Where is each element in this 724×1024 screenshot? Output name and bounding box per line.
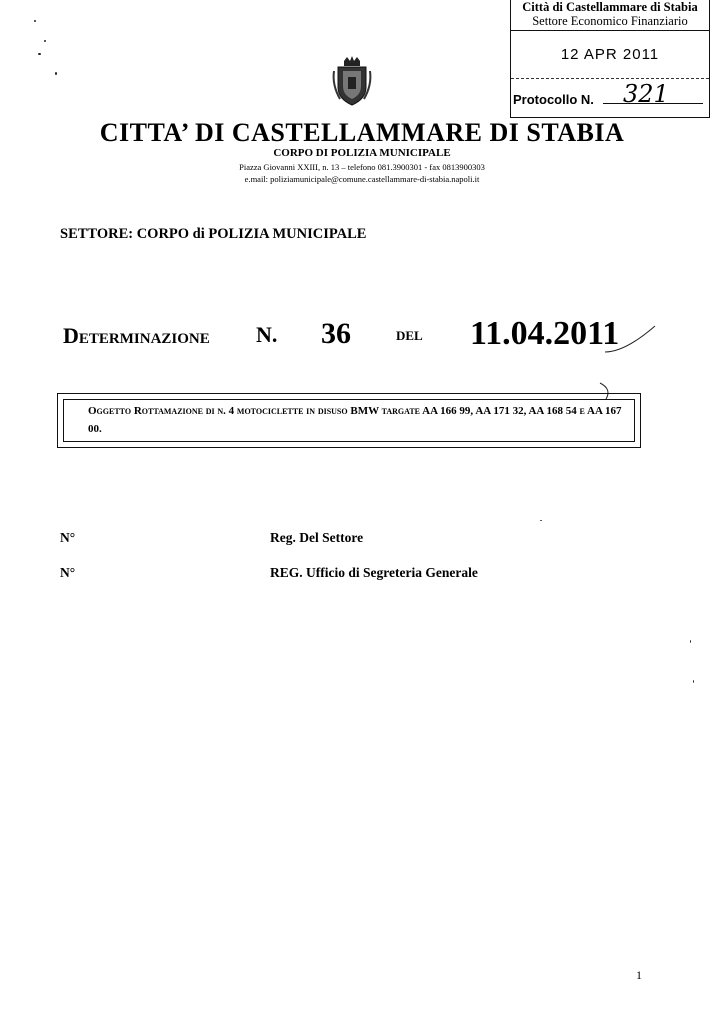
scan-speck	[55, 72, 57, 75]
scan-speck	[693, 680, 694, 683]
subject-box	[57, 393, 641, 448]
pen-stroke-mark	[605, 322, 657, 362]
stamp-divider	[511, 78, 709, 79]
stamp-protocol-label: Protocollo N.	[513, 92, 594, 107]
sector-heading: SETTORE: CORPO di POLIZIA MUNICIPALE	[60, 226, 367, 242]
number-label: N.	[256, 322, 278, 347]
subject-text: Oggetto Rottamazione di n. 4 motociclette in disuso BMW targate AA 166 99, AA 171 32, AA 168 54 e AA 167 00.	[88, 405, 622, 435]
corps-name: CORPO DI POLIZIA MUNICIPALE	[273, 147, 451, 159]
stamp-date: 12 APR 2011	[560, 46, 660, 63]
coat-of-arms-icon	[330, 55, 374, 107]
stamp-sector: Settore Economico Finanziario	[532, 14, 688, 28]
determination-label: Determinazione	[63, 323, 210, 348]
registry-number-label: N°	[60, 530, 76, 545]
protocol-stamp	[510, 0, 710, 118]
scan-speck	[540, 520, 542, 521]
city-title: CITTA’ DI CASTELLAMMARE DI STABIA	[99, 118, 625, 147]
stamp-header	[511, 0, 709, 31]
scan-speck	[38, 53, 41, 55]
email-line: e.mail: poliziamunicipale@comune.castellammare-di-stabia.napoli.it	[244, 174, 480, 184]
scan-speck	[34, 20, 36, 22]
registry-sector-label: Reg. Del Settore	[270, 530, 364, 545]
scan-speck	[690, 640, 691, 643]
date-prefix-label: del	[396, 324, 423, 344]
scan-speck	[44, 40, 46, 42]
registry-number-label: N°	[60, 565, 76, 580]
page-number: 1	[636, 968, 642, 982]
stamp-protocol-number: 321	[623, 80, 669, 108]
determination-number: 36	[321, 317, 351, 350]
address-line: Piazza Giovanni XXIII, n. 13 – telefono 081.3900301 - fax 0813900303	[239, 162, 485, 172]
registry-secretariat-label: REG. Ufficio di Segreteria Generale	[270, 565, 478, 580]
stamp-city: Città di Castellammare di Stabia	[522, 0, 698, 14]
determination-date: 11.04.2011	[470, 315, 620, 352]
